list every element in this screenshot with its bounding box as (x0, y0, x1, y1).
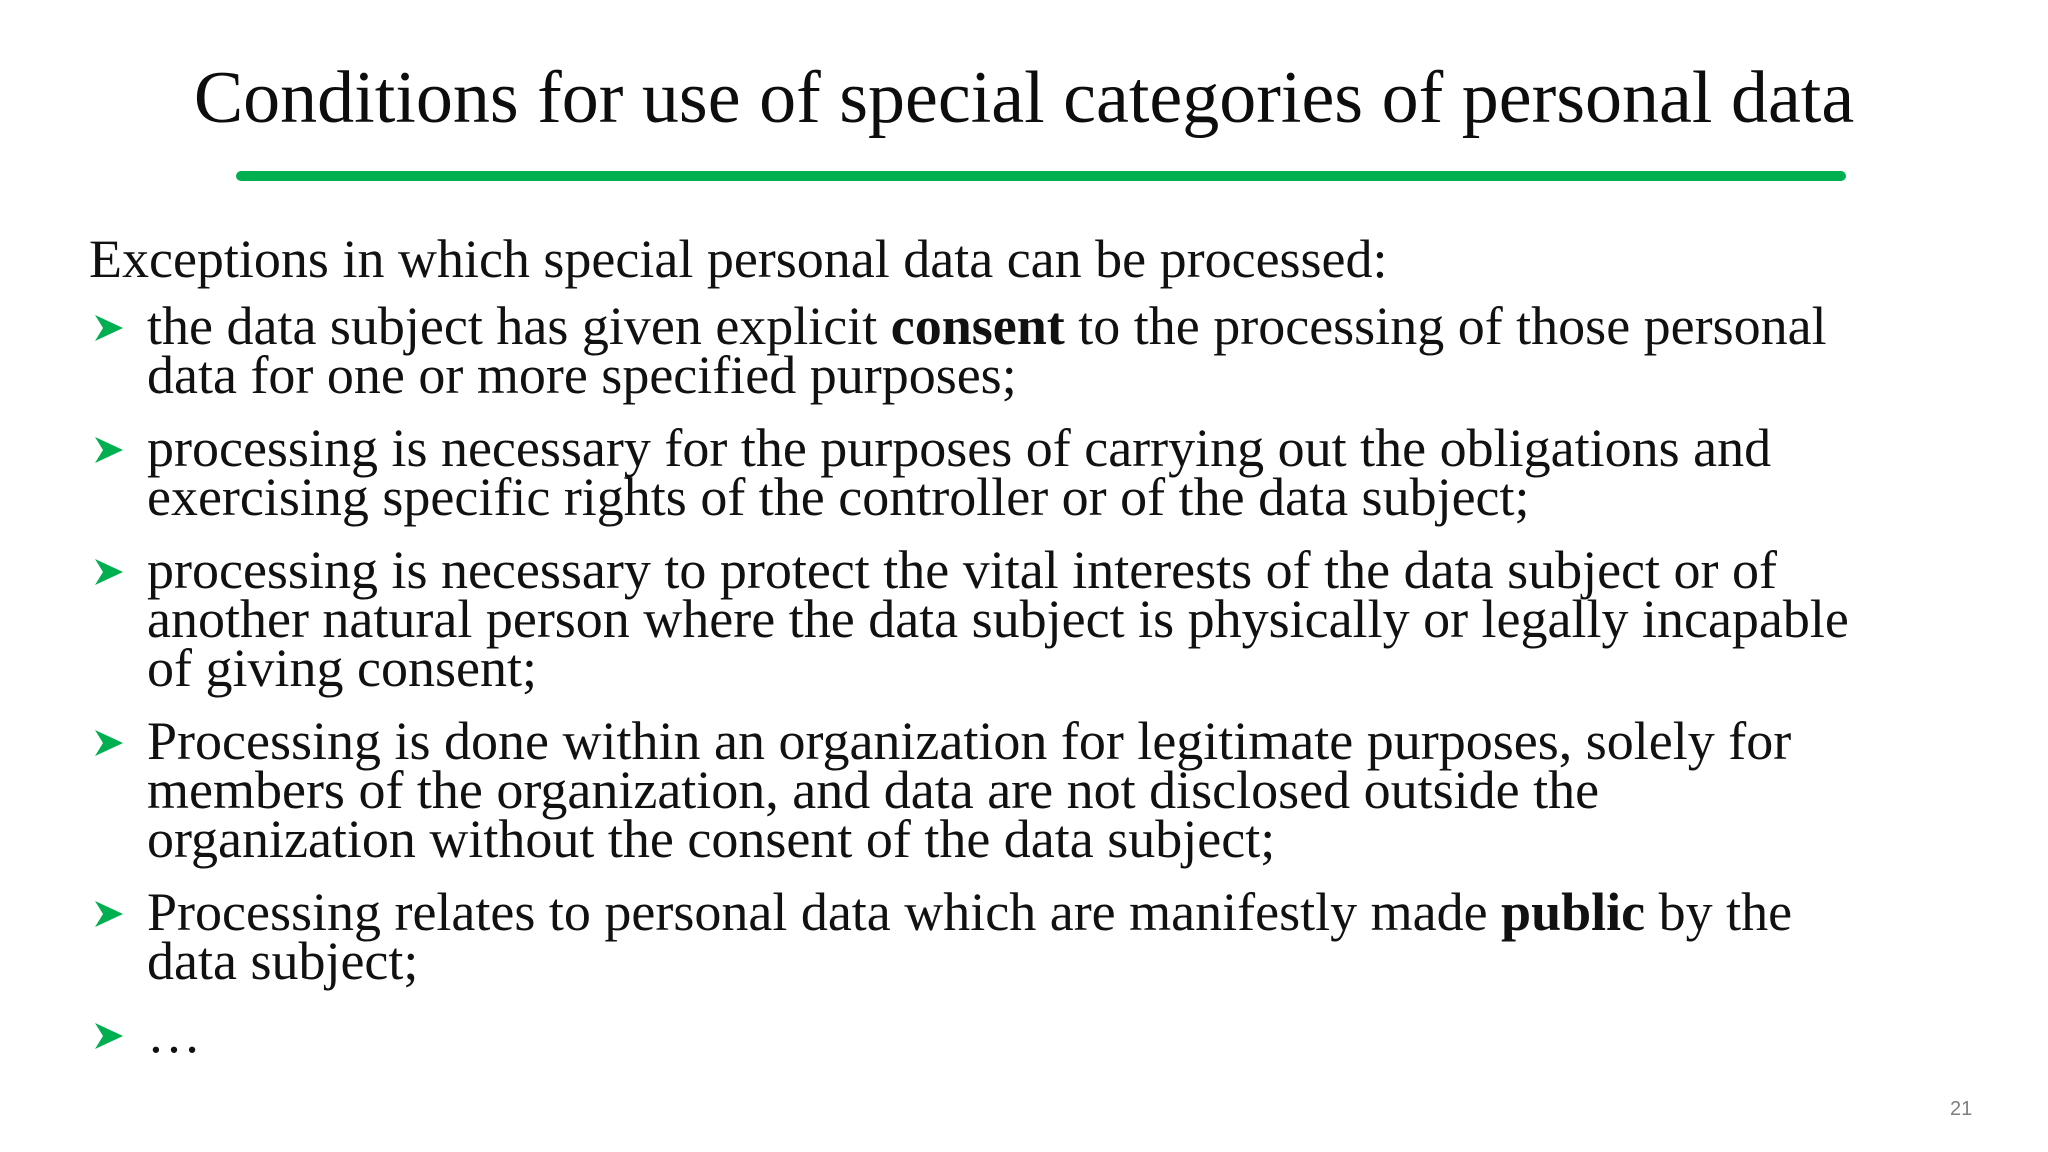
page-number: 21 (1950, 1098, 1973, 1120)
bullet-text: by the (1645, 882, 1793, 942)
bullet-item-vital-interests (89, 540, 1989, 698)
arrowhead-bullet-icon (93, 312, 125, 344)
title-underline (236, 171, 1846, 181)
bold-keyword: public (1501, 882, 1646, 942)
bullet-line: another natural person where the data subject is physically or legally incapable (147, 589, 1849, 649)
bullet-list (89, 296, 1989, 1083)
bullet-line: data for one or more specified purposes; (147, 345, 1017, 405)
bullet-item-consent (89, 296, 1989, 405)
bullet-line: processing is necessary to protect the vital interests of the data subject or of (147, 540, 1777, 600)
bullet-item-public (89, 882, 1989, 991)
bullet-line (147, 296, 1989, 356)
arrowhead-bullet-icon (93, 1020, 125, 1052)
bullet-text: the data subject has given explicit (147, 296, 891, 356)
arrowhead-bullet-icon (93, 727, 125, 759)
bold-keyword: consent (890, 296, 1065, 356)
bullet-line: of giving consent; (147, 638, 537, 698)
bullet-line: members of the organization, and data are not disclosed outside the (147, 760, 1600, 820)
bullet-line: exercising specific rights of the controller or of the data subject; (147, 467, 1530, 527)
bullet-item-organization (89, 711, 1989, 869)
bullet-line: … (147, 1004, 201, 1064)
bullet-text: to the processing of those personal (1064, 296, 1827, 356)
intro-text: Exceptions in which special personal data can be processed: (89, 229, 1388, 289)
arrowhead-bullet-icon (93, 434, 125, 466)
bullet-line: data subject; (147, 931, 419, 991)
arrowhead-bullet-icon (93, 898, 125, 930)
bullet-line: processing is necessary for the purposes of carrying out the obligations and (147, 418, 1772, 478)
slide-title: Conditions for use of special categories of personal data (193, 57, 1855, 139)
bullet-text: Processing relates to personal data which are manifestly made (147, 882, 1502, 942)
arrowhead-bullet-icon (93, 556, 125, 588)
bullet-line: Processing is done within an organization for legitimate purposes, solely for (147, 711, 1792, 771)
bullet-line (147, 882, 1989, 942)
bullet-item-ellipsis (89, 1004, 1989, 1064)
bullet-item-obligations (89, 418, 1989, 527)
bullet-line: organization without the consent of the data subject; (147, 809, 1276, 869)
